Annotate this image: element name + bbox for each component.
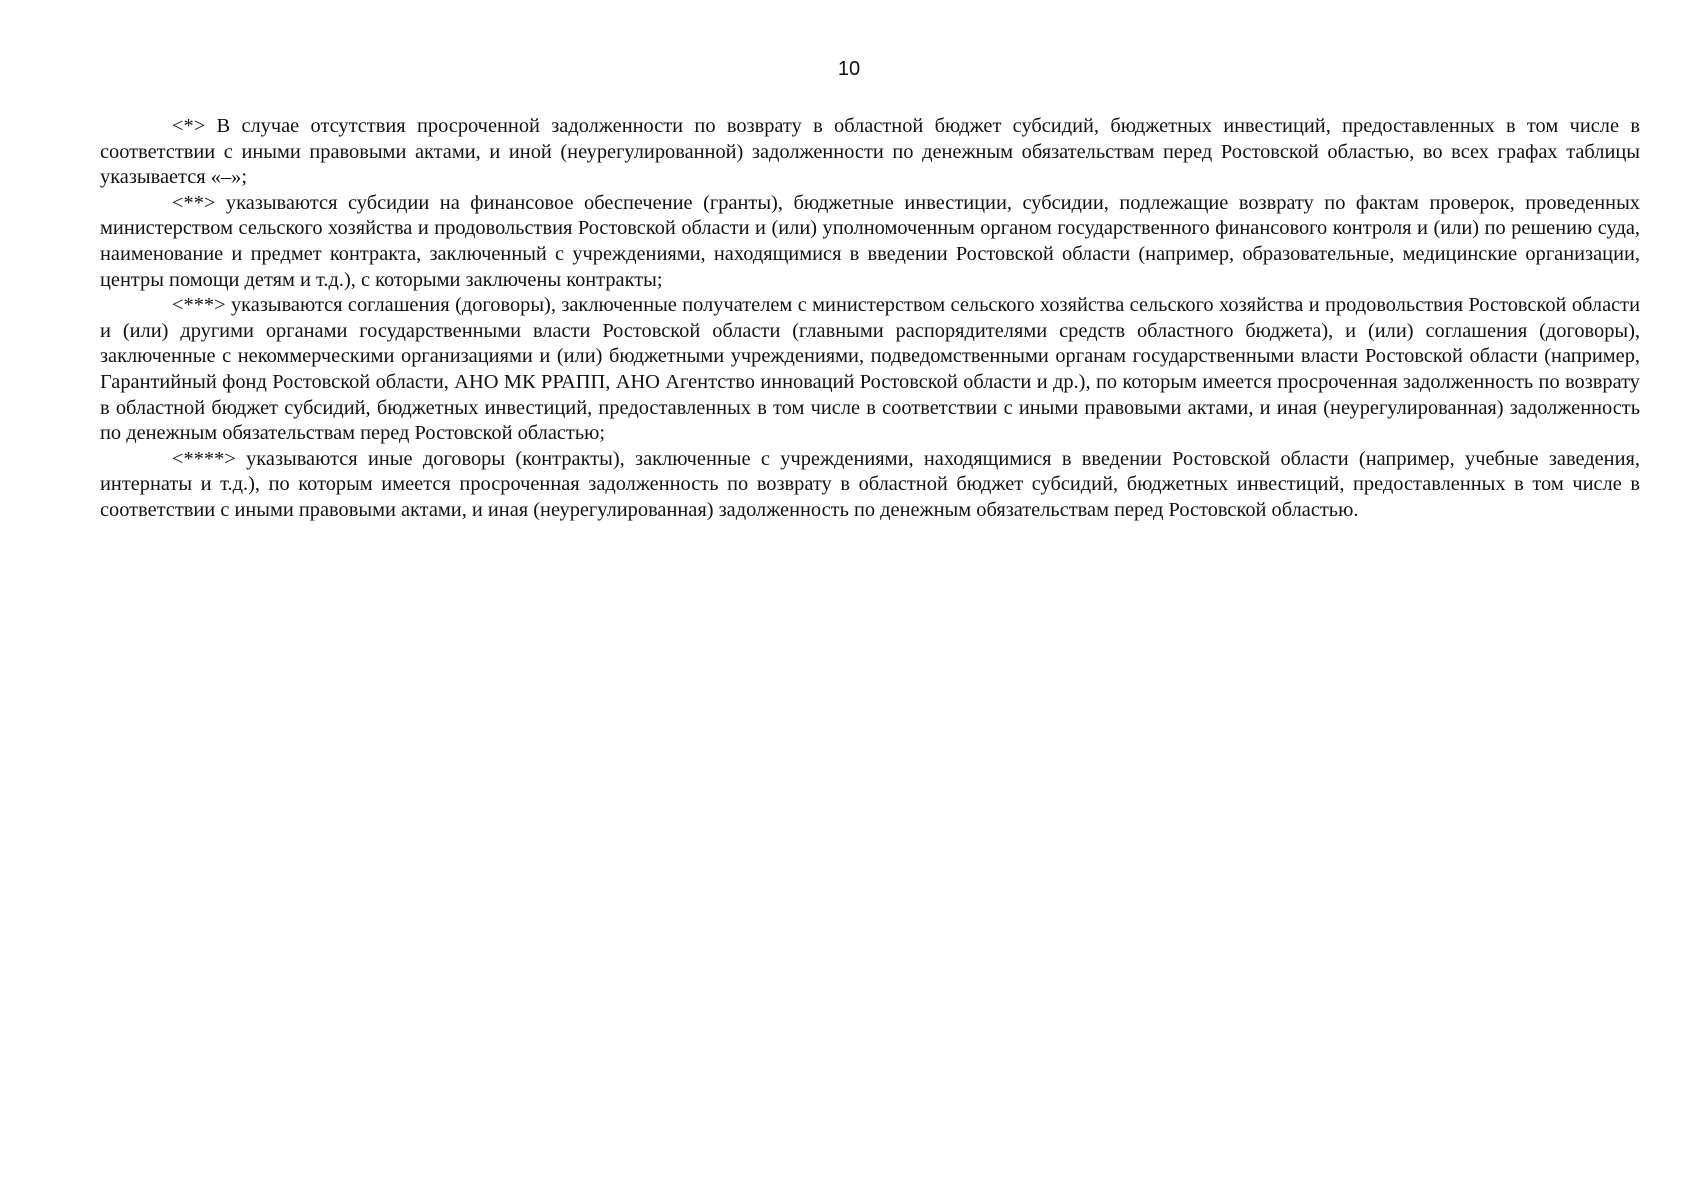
footnotes-section — [100, 114, 1640, 524]
footnote-3: <***> указываются соглашения (договоры), заключенные получателем с министерством сельского хозяйства сельского хозяйства и продовольствия Ростовской области и (или) другими органами государственными власти Ростовской области (главными распорядителями средств областного бюджета), и (или) соглашения (договоры), заключенные с некоммерческими организациями и (или) бюджетными учреждениями, подведомственными органам государственными власти Ростовской области (например, Гарантийный фонд Ростовской области, АНО МК РРАПП, АНО Агентство инноваций Ростовской области и др.), по которым имеется просроченная задолженность по возврату в областной бюджет субсидий, бюджетных инвестиций, предоставленных в том числе в соответствии с иными правовыми актами, и иная (неурегулированная) задолженность по денежным обязательствам перед Ростовской областью; — [100, 294, 1640, 445]
page-number: 10 — [837, 58, 861, 80]
footnote-4: <****> указываются иные договоры (контракты), заключенные с учреждениями, находящимися в введении Ростовской области (например, учебные заведения, интернаты и т.д.), по которым имеется просроченная задолженность по возврату в областной бюджет субсидий, бюджетных инвестиций, предоставленных в том числе в соответствии с иными правовыми актами, и иная (неурегулированная) задолженность по денежным обязательствам перед Ростовской областью. — [100, 447, 1640, 521]
footnote-2: <**> указываются субсидии на финансовое обеспечение (гранты), бюджетные инвестиции, субсидии, подлежащие возврату по фактам проверок, проведенных министерством сельского хозяйства и продовольствия Ростовской области и (или) уполномоченным органом государственного финансового контроля и (или) по решению суда, наименование и предмет контракта, заключенный с учреждениями, находящимися в введении Ростовской области (например, образовательные, медицинские организации, центры помощи детям и т.д.), с которыми заключены контракты; — [100, 191, 1640, 291]
footnote-1: <*> В случае отсутствия просроченной задолженности по возврату в областной бюджет субсидий, бюджетных инвестиций, предоставленных в том числе в соответствии с иными правовыми актами, и иной (неурегулированной) задолженности по денежным обязательствам перед Ростовской областью, во всех графах таблицы указывается «–»; — [100, 115, 1640, 189]
